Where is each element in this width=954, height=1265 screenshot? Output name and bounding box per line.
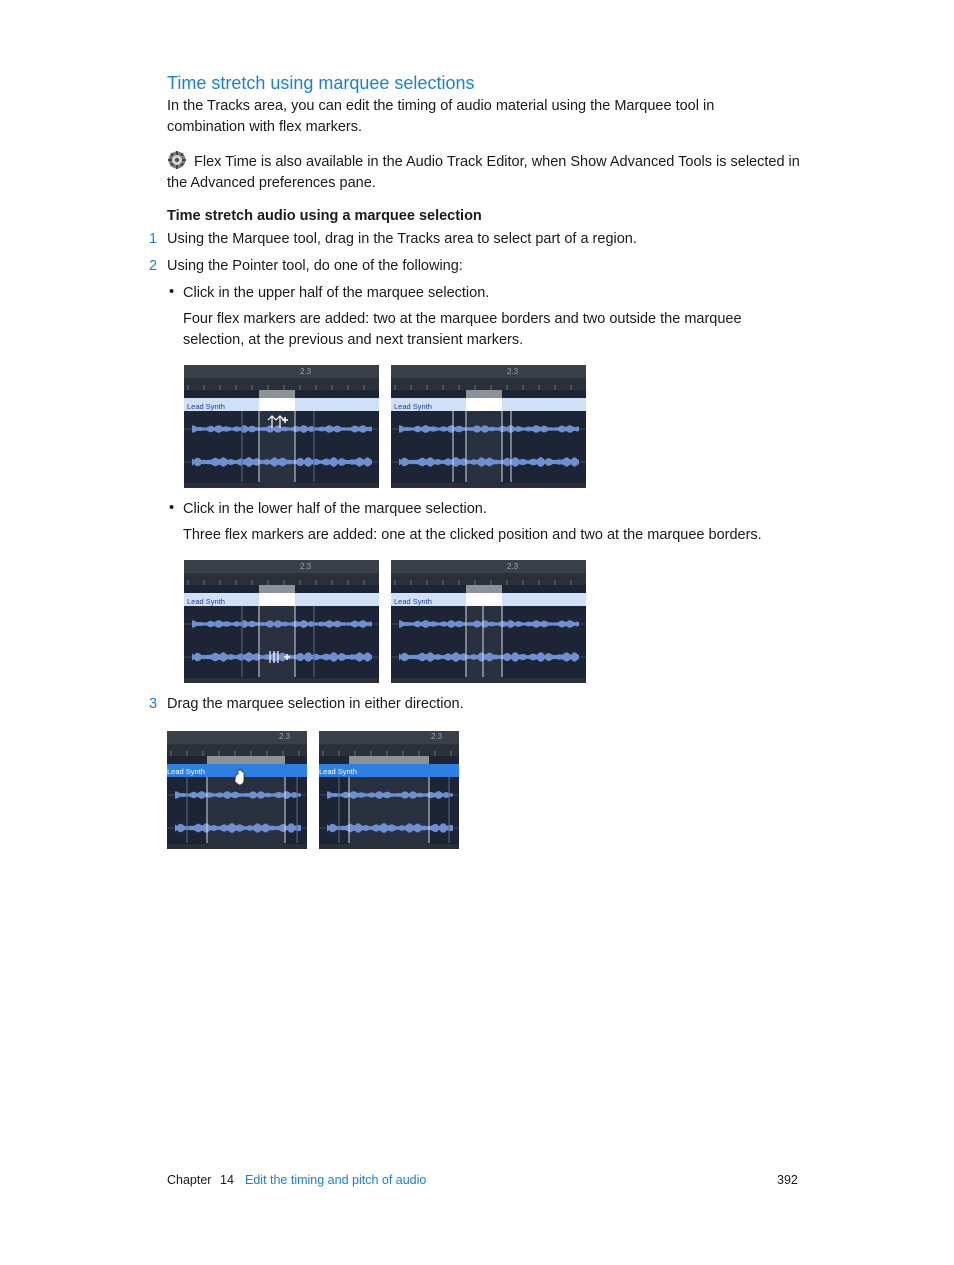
shot-graphic — [391, 365, 586, 488]
track-name: Lead Synth — [319, 767, 357, 776]
marquee-ruler-mark — [466, 585, 502, 593]
shot-graphic — [184, 365, 379, 488]
ruler-lower — [167, 744, 307, 756]
step-1-text: Using the Marquee tool, drag in the Tracks area to select part of a region. — [167, 231, 637, 247]
marquee-ruler-mark — [466, 390, 502, 398]
track-name: Lead Synth — [187, 402, 225, 411]
bullet-2-result-1: Three flex markers are added: one at the clicked position and two at the marquee borders. — [183, 527, 762, 543]
track-name: Lead Synth — [167, 767, 205, 776]
screenshot-marquee-upper-before — [184, 365, 379, 488]
marquee-area — [259, 411, 295, 488]
task-title: Time stretch audio using a marquee selection — [167, 208, 482, 224]
marquee-header — [466, 398, 502, 411]
track-name: Lead Synth — [394, 402, 432, 411]
bullet-1-mark: • — [169, 284, 175, 300]
bottom-bar — [391, 483, 586, 488]
ruler-label: 2.3 — [300, 562, 312, 571]
bullet-1-result-2: selection, at the previous and next transient markers. — [183, 332, 524, 348]
bottom-bar — [184, 678, 379, 683]
ruler-label: 2.3 — [507, 367, 519, 376]
track-name: Lead Synth — [187, 597, 225, 606]
bullet-2-mark: • — [169, 500, 175, 516]
ruler-lower — [319, 744, 459, 756]
footer-chapter-number: 14 — [220, 1173, 234, 1187]
screenshot-drag-marquee-before — [167, 731, 307, 849]
marquee-ruler-mark — [259, 585, 295, 593]
bottom-bar — [391, 678, 586, 683]
bottom-bar — [184, 483, 379, 488]
ruler — [184, 560, 379, 573]
marquee-area — [207, 777, 285, 849]
shot-graphic — [184, 560, 379, 683]
ruler-label: 2.3 — [507, 562, 519, 571]
ruler-lower — [391, 573, 586, 585]
section-title: Time stretch using marquee selections — [167, 73, 475, 93]
marquee-header — [259, 593, 295, 606]
ruler-label: 2.3 — [431, 732, 443, 741]
step-2-number: 2 — [149, 258, 158, 274]
ruler-label: 2.3 — [300, 367, 312, 376]
ruler — [391, 365, 586, 378]
intro-line-2: combination with flex markers. — [167, 119, 363, 135]
note-line-1: Flex Time is also available in the Audio Track Editor, when Show Advanced Tools is selected in — [194, 154, 800, 170]
bottom-bar — [167, 844, 307, 849]
intro-line-1: In the Tracks area, you can edit the timing of audio material using the Marquee tool in — [167, 98, 715, 114]
shot-graphic — [167, 731, 307, 849]
gear-icon — [167, 150, 187, 170]
marquee-ruler-mark — [207, 756, 285, 764]
ruler-label: 2.3 — [279, 732, 291, 741]
track-name: Lead Synth — [394, 597, 432, 606]
shot-graphic — [319, 731, 459, 849]
footer-chapter-title[interactable]: Edit the timing and pitch of audio — [245, 1173, 427, 1187]
ruler — [391, 560, 586, 573]
screenshot-marquee-lower-before — [184, 560, 379, 683]
note-line-2: the Advanced preferences pane. — [167, 175, 376, 191]
marquee-area — [466, 606, 502, 683]
bullet-2-text: Click in the lower half of the marquee selection. — [183, 501, 487, 517]
screenshot-drag-marquee-after — [319, 731, 459, 849]
screenshot-marquee-upper-after — [391, 365, 586, 488]
page-number: 392 — [777, 1173, 798, 1187]
step-2-text: Using the Pointer tool, do one of the following: — [167, 258, 463, 274]
screenshot-marquee-lower-after — [391, 560, 586, 683]
ruler-lower — [184, 378, 379, 390]
ruler-lower — [391, 378, 586, 390]
ruler — [184, 365, 379, 378]
shot-graphic — [391, 560, 586, 683]
marquee-area — [466, 411, 502, 488]
bullet-1-result-1: Four flex markers are added: two at the marquee borders and two outside the marquee — [183, 311, 742, 327]
marquee-area — [259, 606, 295, 683]
marquee-ruler-mark — [259, 390, 295, 398]
bottom-bar — [319, 844, 459, 849]
ruler-lower — [184, 573, 379, 585]
step-3-text: Drag the marquee selection in either direction. — [167, 696, 464, 712]
marquee-header — [259, 398, 295, 411]
step-3-number: 3 — [149, 696, 158, 712]
step-1-number: 1 — [149, 231, 158, 247]
marquee-ruler-mark — [349, 756, 429, 764]
marquee-area — [349, 777, 429, 849]
bullet-1-text: Click in the upper half of the marquee selection. — [183, 285, 490, 301]
footer-chapter-label: Chapter — [167, 1173, 212, 1187]
marquee-header — [466, 593, 502, 606]
footer-chapter-link[interactable] — [245, 1173, 426, 1187]
